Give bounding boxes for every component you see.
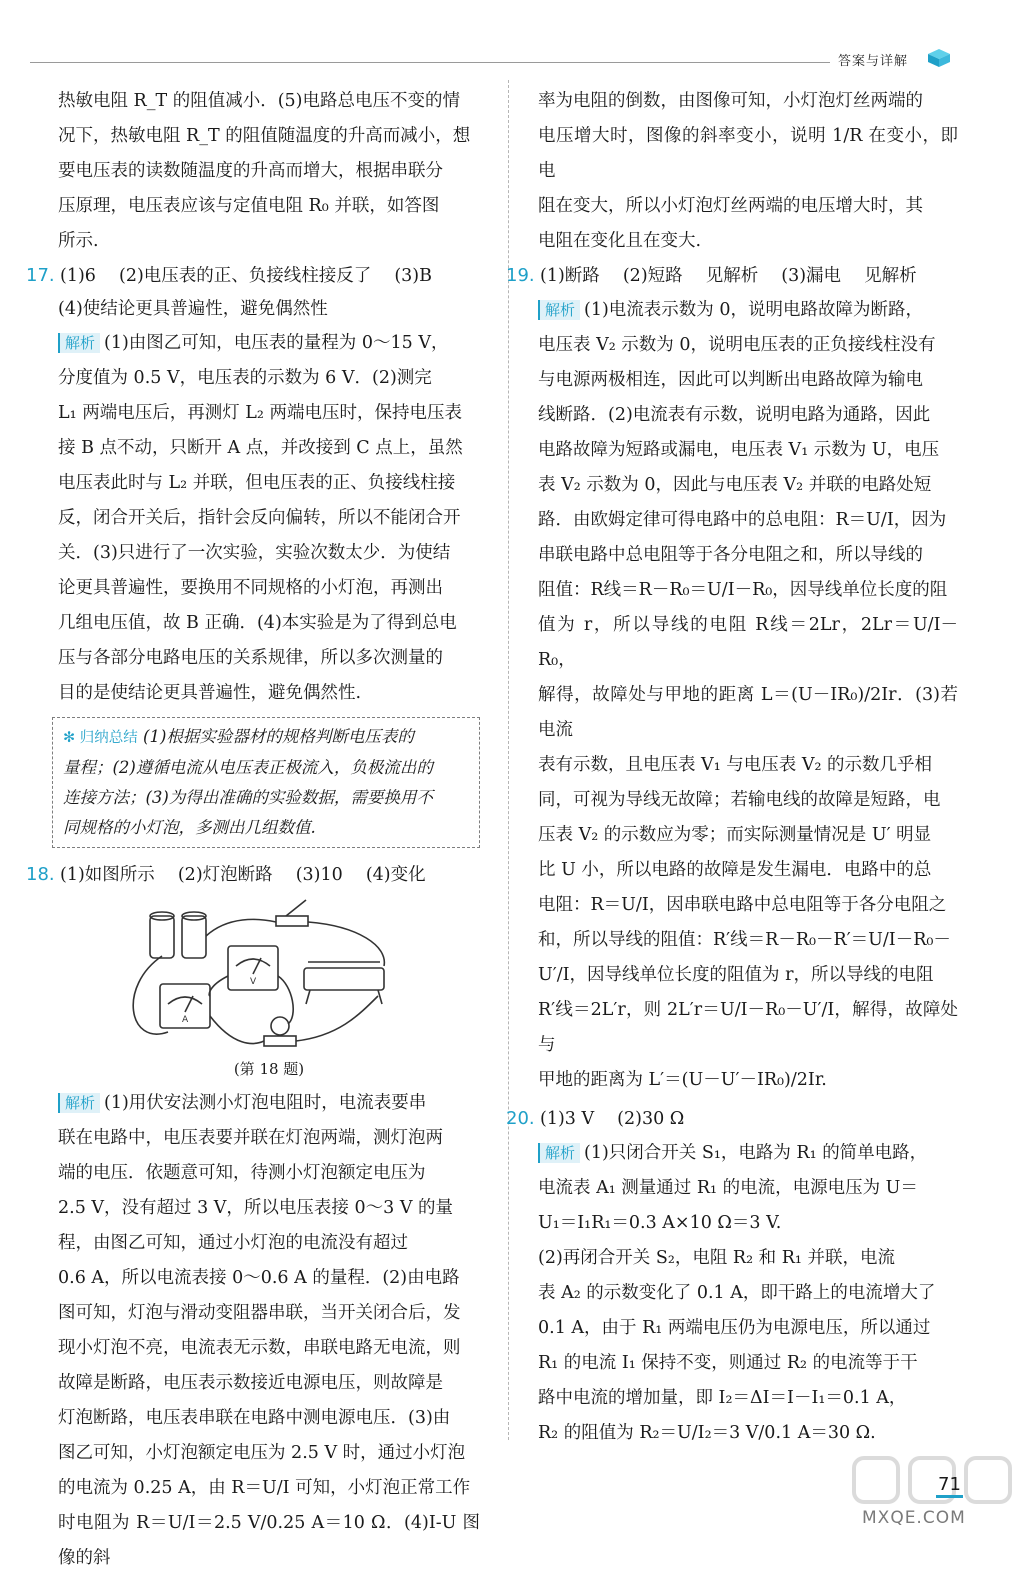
text-line: R′线＝2L′r，则 2L′r＝U/I－R₀－U′/I，解得，故障处与 xyxy=(538,1000,958,1055)
text-line: (1)用伏安法测小灯泡电阻时，电流表要串 xyxy=(104,1093,427,1113)
explanation-tag: 解析 xyxy=(538,300,580,320)
answer-line: (1)3 V (2)30 Ω xyxy=(540,1109,685,1129)
text-line: U′/I，因导线单位长度的阻值为 r，所以导线的电阻 xyxy=(538,965,934,985)
text-line: 压与各部分电路电压的关系规律，所以多次测量的 xyxy=(58,648,443,668)
text-line: (1)只闭合开关 S₁，电路为 R₁ 的简单电路， xyxy=(584,1143,928,1163)
question-number: 19. xyxy=(506,265,535,286)
right-column xyxy=(506,84,958,1451)
question-number: 18. xyxy=(26,864,55,885)
text-line: 路．由欧姆定律可得电路中的总电阻：R＝U/I，因为 xyxy=(538,510,947,530)
text-line: 和，所以导线的阻值：R′线＝R－R₀－R′＝U/I－R₀－ xyxy=(538,930,951,950)
text-line: 反，闭合开关后，指针会反向偏转，所以不能闭合开 xyxy=(58,508,461,528)
explanation-tag: 解析 xyxy=(58,1093,100,1113)
text-line: 端的电压．依题意可知，待测小灯泡额定电压为 xyxy=(58,1163,426,1183)
text-line: 线断路．(2)电流表有示数，说明电路为通路，因此 xyxy=(538,405,931,425)
answer-line: (4)使结论更具普遍性，避免偶然性 xyxy=(58,299,328,319)
summary-box xyxy=(52,717,480,848)
text-line: 故障是断路，电压表示数接近电源电压，则故障是 xyxy=(58,1373,443,1393)
text-line: 关．(3)只进行了一次实验，实验次数太少．为使结 xyxy=(58,543,451,563)
text-line: 电阻：R＝U/I，因串联电路中总电阻等于各分电阻之 xyxy=(538,895,947,915)
left-column xyxy=(26,84,480,1576)
header-label: 答案与详解 xyxy=(838,54,909,69)
watermark-text: MXQE.COM xyxy=(862,1508,966,1528)
text-line: (1)根据实验器材的规格判断电压表的 xyxy=(143,727,414,746)
text-line: 0.1 A，由于 R₁ 两端电压仍为电源电压，所以通过 xyxy=(538,1318,931,1338)
text-line: 灯泡断路，电压表串联在电路中测电源电压．(3)由 xyxy=(58,1408,451,1428)
text-line: 电压表 V₂ 示数为 0，说明电压表的正负接线柱没有 xyxy=(538,335,936,355)
text-line: 2.5 V，没有超过 3 V，所以电压表接 0～3 V 的量 xyxy=(58,1198,454,1218)
text-line: 压表 V₂ 的示数应为零；而实际测量情况是 U′ 明显 xyxy=(538,825,932,845)
text-line: 连接方法；(3)为得出准确的实验数据，需要换用不 xyxy=(63,788,433,807)
text-line: 所示. xyxy=(58,231,99,251)
text-line: 联在电路中，电压表要并联在灯泡两端，测灯泡两 xyxy=(58,1128,443,1148)
svg-text:A: A xyxy=(182,1015,189,1025)
text-line: 时电阻为 R＝U/I＝2.5 V/0.25 A＝10 Ω．(4)I-U 图像的斜 xyxy=(58,1513,480,1568)
text-line: 0.6 A，所以电流表接 0～0.6 A 的量程．(2)由电路 xyxy=(58,1268,460,1288)
text-line: 图可知，灯泡与滑动变阻器串联，当开关闭合后，发 xyxy=(58,1303,461,1323)
question-19 xyxy=(506,259,958,1098)
text-line: 电压增大时，图像的斜率变小，说明 1/R 在变小，即电 xyxy=(538,126,958,181)
circuit-diagram xyxy=(58,896,480,1066)
text-line: 阻值：R线＝R－R₀＝U/I－R₀，因导线单位长度的阻 xyxy=(538,580,948,600)
text-line: 比 U 小，所以电路的故障是发生漏电．电路中的总 xyxy=(538,860,932,880)
cube-icon xyxy=(926,48,952,68)
text-line: 况下，热敏电阻 R_T 的阻值随温度的升高而减小，想 xyxy=(58,126,471,146)
text-line: U₁＝I₁R₁＝0.3 A×10 Ω＝3 V. xyxy=(538,1213,782,1233)
text-line: 甲地的距离为 L′＝(U－U′－IR₀)/2Ir. xyxy=(538,1070,827,1090)
text-line: 与电源两极相连，因此可以判断出电路故障为输电 xyxy=(538,370,923,390)
answer-line: (1)如图所示 (2)灯泡断路 (3)10 (4)变化 xyxy=(60,865,426,885)
text-line: 值为 r，所以导线的电阻 R线＝2Lr，2Lr＝U/I－R₀， xyxy=(538,615,958,670)
text-line: 几组电压值，故 B 正确．(4)本实验是为了得到总电 xyxy=(58,613,457,633)
text-line: (1)电流表示数为 0，说明电路故障为断路， xyxy=(584,300,923,320)
text-line: 表有示数，且电压表 V₁ 与电压表 V₂ 的示数几乎相 xyxy=(538,755,933,775)
text-line: 表 A₂ 的示数变化了 0.1 A，即干路上的电流增大了 xyxy=(538,1283,936,1303)
text-line: 电压表此时与 L₂ 并联，但电压表的正、负接线柱接 xyxy=(58,473,456,493)
text-line: 图乙可知，小灯泡额定电压为 2.5 V 时，通过小灯泡 xyxy=(58,1443,466,1463)
question-18 xyxy=(26,858,480,1576)
header-rule xyxy=(30,62,830,63)
text-line: 解得，故障处与甲地的距离 L＝(U－IR₀)/2Ir．(3)若电流 xyxy=(538,685,958,740)
text-line: 阻在变大，所以小灯泡灯丝两端的电压增大时，其 xyxy=(538,196,923,216)
text-line: 程，由图乙可知，通过小灯泡的电流没有超过 xyxy=(58,1233,408,1253)
text-line: 表 V₂ 示数为 0，因此与电压表 V₂ 并联的电路处短 xyxy=(538,475,932,495)
text-line: 现小灯泡不亮，电流表无示数，串联电路无电流，则 xyxy=(58,1338,461,1358)
question-number: 20. xyxy=(506,1108,535,1129)
answer-line: (1)6 (2)电压表的正、负接线柱接反了 (3)B xyxy=(60,266,432,286)
page-number: 71 xyxy=(936,1474,963,1498)
svg-text:V: V xyxy=(250,977,257,987)
text-line: R₁ 的电流 I₁ 保持不变，则通过 R₂ 的电流等于干 xyxy=(538,1353,918,1373)
text-line: (1)由图乙可知，电压表的量程为 0～15 V， xyxy=(104,333,449,353)
text-line: 目的是使结论更具普遍性，避免偶然性. xyxy=(58,683,362,703)
figure-caption: (第 18 题) xyxy=(233,1060,305,1078)
text-line: 同规格的小灯泡，多测出几组数值. xyxy=(63,818,316,837)
text-line: 压原理，电压表应该与定值电阻 R₀ 并联，如答图 xyxy=(58,196,440,216)
text-line: 率为电阻的倒数，由图像可知，小灯泡灯丝两端的 xyxy=(538,91,923,111)
continued-text xyxy=(538,84,958,259)
text-line: 要电压表的读数随温度的升高而增大，根据串联分 xyxy=(58,161,443,181)
circuit-figure xyxy=(58,896,480,1066)
text-line: 热敏电阻 R_T 的阻值减小．(5)电路总电压不变的情 xyxy=(58,91,461,111)
question-17 xyxy=(26,259,480,711)
text-line: 接 B 点不动，只断开 A 点，并改接到 C 点上，虽然 xyxy=(58,438,463,458)
text-line: 同，可视为导线无故障；若输电线的故障是短路，电 xyxy=(538,790,941,810)
explanation-tag: 解析 xyxy=(58,333,100,353)
text-line: 分度值为 0.5 V，电压表的示数为 6 V．(2)测完 xyxy=(58,368,432,388)
answer-line: (1)断路 (2)短路 见解析 (3)漏电 见解析 xyxy=(540,266,917,286)
text-line: 电流表 A₁ 测量通过 R₁ 的电流，电源电压为 U＝ xyxy=(538,1178,918,1198)
text-line: 电阻在变化且在变大. xyxy=(538,231,702,251)
text-line: 量程；(2)遵循电流从电压表正极流入，负极流出的 xyxy=(63,758,433,777)
text-line: 的电流为 0.25 A，由 R＝U/I 可知，小灯泡正常工作 xyxy=(58,1478,471,1498)
text-line: 路中电流的增加量，即 I₂＝ΔI＝I－I₁＝0.1 A， xyxy=(538,1388,907,1408)
text-line: L₁ 两端电压后，再测灯 L₂ 两端电压时，保持电压表 xyxy=(58,403,462,423)
explanation-tag: 解析 xyxy=(538,1143,580,1163)
text-line: (2)再闭合开关 S₂，电阻 R₂ 和 R₁ 并联，电流 xyxy=(538,1248,895,1268)
continued-text xyxy=(58,84,480,259)
text-line: R₂ 的阻值为 R₂＝U/I₂＝3 V/0.1 A＝30 Ω. xyxy=(538,1423,876,1443)
question-number: 17. xyxy=(26,265,55,286)
text-line: 串联电路中总电阻等于各分电阻之和，所以导线的 xyxy=(538,545,923,565)
question-20 xyxy=(506,1102,958,1451)
summary-tag: ✻ 归纳总结 xyxy=(63,730,138,746)
text-line: 论更具普遍性，要换用不同规格的小灯泡，再测出 xyxy=(58,578,443,598)
text-line: 电路故障为短路或漏电，电压表 V₁ 示数为 U，电压 xyxy=(538,440,940,460)
